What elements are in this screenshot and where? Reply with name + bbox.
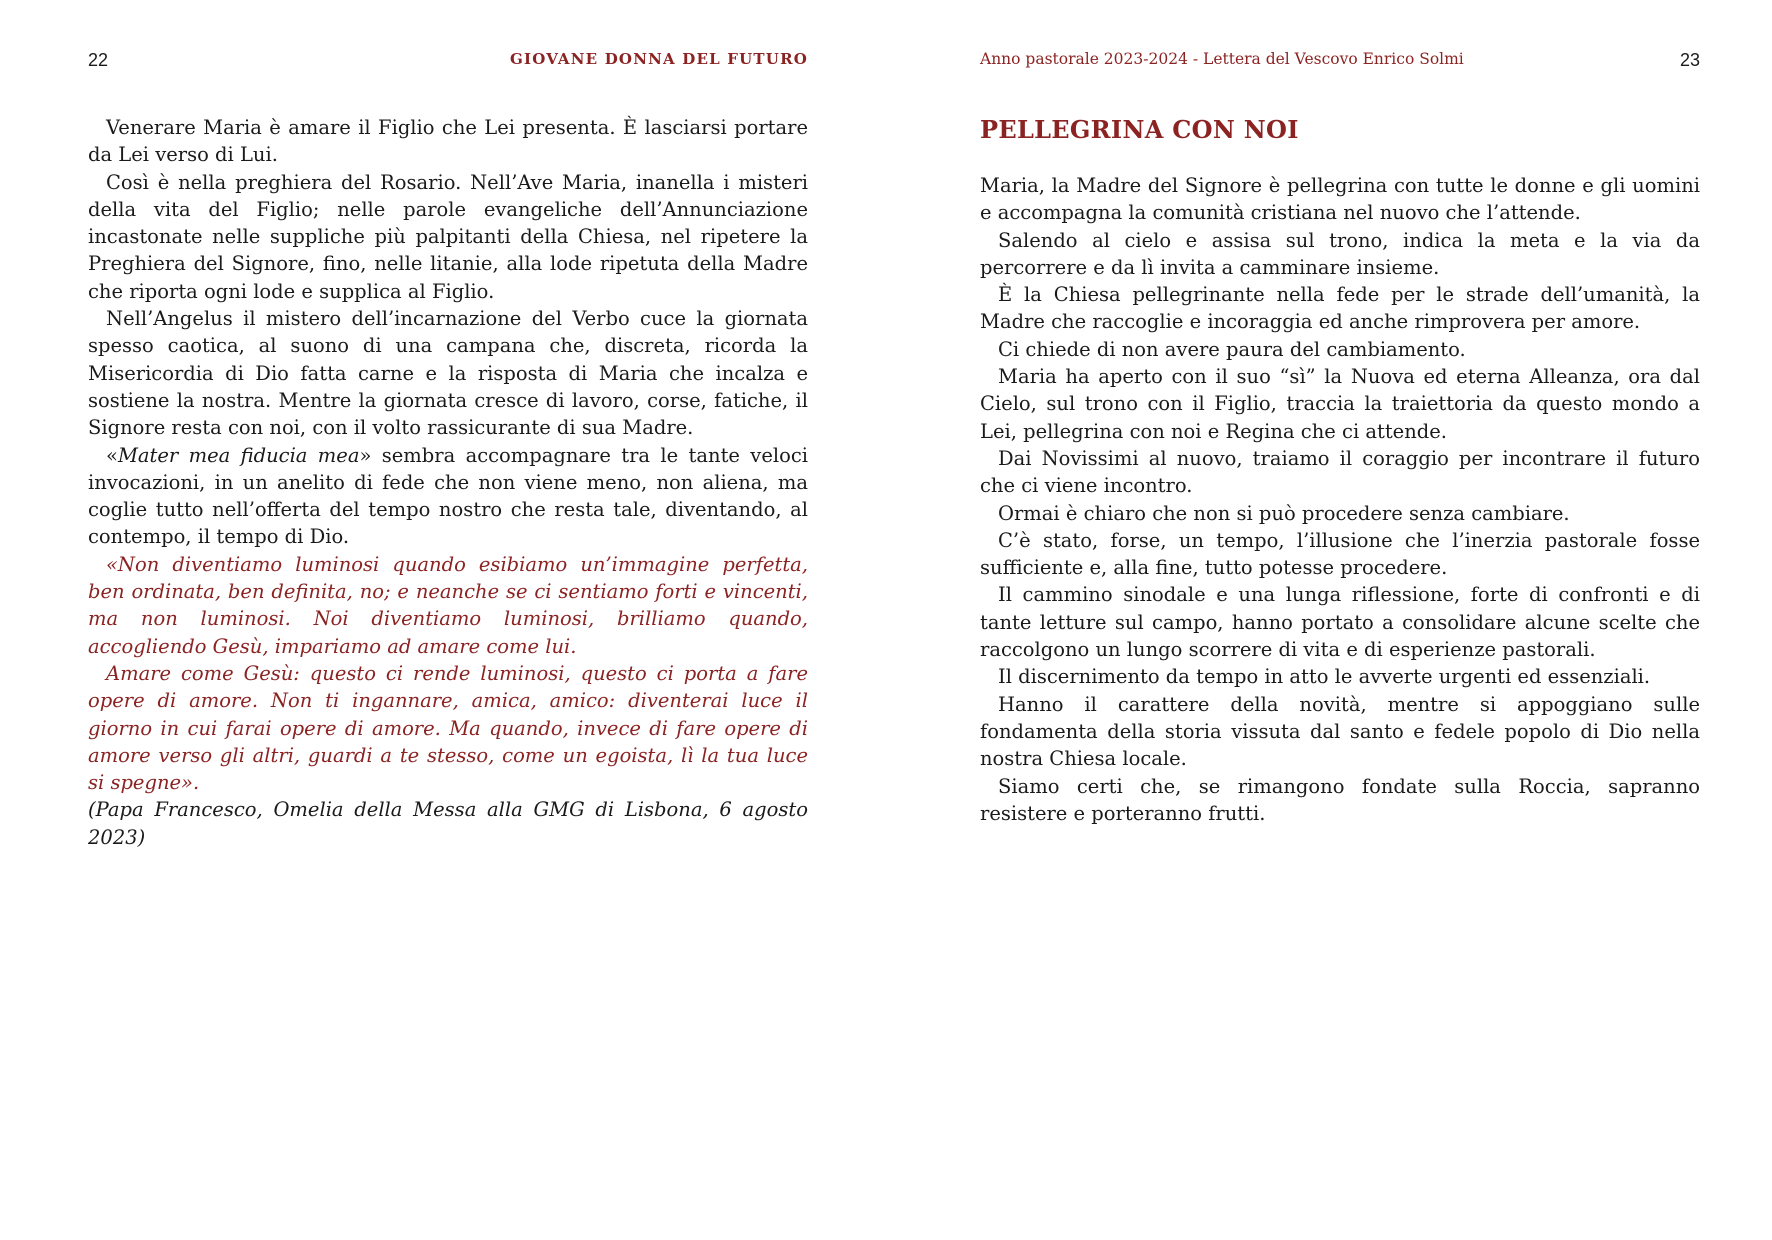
quote-paragraph: «Non diventiamo luminosi quando esibiamo un’immagine perfetta, ben ordinata, ben definita, no; e neanche se ci sentiamo forti e vincenti, ma non luminosi. Noi diventiamo luminosi, brilliamo quando, accogliendo Gesù, impariamo ad amare come lui. (88, 552, 808, 658)
left-header (88, 50, 808, 74)
left-page (88, 0, 808, 1240)
paragraph: Venerare Maria è amare il Figlio che Lei presenta. È lasciarsi portare da Lei verso di Lui. (88, 116, 808, 167)
paragraph: Ormai è chiaro che non si può procedere senza cambiare. (998, 501, 1570, 525)
paragraph: Nell’Angelus il mistero dell’incarnazione del Verbo cuce la giornata spesso caotica, al suono di una campana che, discreta, ricorda la Misericordia di Dio fatta carne e la risposta di Maria che incalza e sostiene la nostra. Mentre la giornata cresce di lavoro, corse, fatiche, il Signore resta con noi, con il volto rassicurante di sua Madre. (88, 307, 808, 440)
right-header (980, 50, 1700, 74)
left-body (88, 114, 808, 851)
paragraph: Maria ha aperto con il suo “sì” la Nuova ed eterna Alleanza, ora dal Cielo, sul trono con il Figlio, traccia la traiettoria da questo mondo a Lei, pellegrina con noi e Regina che ci attende. (980, 365, 1700, 443)
paragraph (88, 442, 808, 551)
page-number: 22 (88, 50, 109, 70)
page-number: 23 (1679, 50, 1700, 70)
right-body (980, 172, 1700, 827)
paragraph: Hanno il carattere della novità, mentre si appoggiano sulle fondamenta della storia vissuta dal santo e fedele popolo di Dio nella nostra Chiesa locale. (980, 692, 1700, 771)
paragraph: Il cammino sinodale e una lunga riflessione, forte di confronti e di tante letture sul campo, hanno portato a consolidare alcune scelte che raccolgono un lungo scorrere di vita e di esperienze pastorali. (980, 583, 1700, 662)
quote-mark: « (106, 443, 118, 467)
citation: (Papa Francesco, Omelia della Messa alla GMG di Lisbona, 6 agosto 2023) (88, 798, 808, 849)
running-head: Anno pastorale 2023-2024 - Lettera del Vescovo Enrico Solmi (980, 50, 1464, 68)
paragraph-text: » sembra accompagnare tra le tante veloci invocazioni, in un anelito di fede che non viene meno, non aliena, ma coglie tutto nell’offerta del tempo nostro che resta tale, diventando, al contempo, il tempo di Dio. (88, 443, 808, 549)
quote-paragraph: Amare come Gesù: questo ci rende luminosi, questo ci porta a fare opere di amore. Non ti ingannare, amica, amico: diventerai luce il giorno in cui farai opere di amore. Ma quando, invece di fare opere di amore verso gli altri, guardi a te stesso, come un egoista, lì la tua luce si spegne». (88, 661, 808, 795)
paragraph: È la Chiesa pellegrinante nella fede per le strade dell’umanità, la Madre che raccoglie e incoraggia ed anche rimprovera per amore. (980, 283, 1700, 334)
latin-phrase: Mater mea fiducia mea (117, 443, 360, 467)
paragraph: Ci chiede di non avere paura del cambiamento. (998, 337, 1466, 361)
chapter-title: PELLEGRINA CON NOI (980, 115, 1299, 144)
paragraph: Maria, la Madre del Signore è pellegrina con tutte le donne e gli uomini e accompagna la comunità cristiana nel nuovo che l’attende. (980, 174, 1700, 225)
running-head: GIOVANE DONNA DEL FUTURO (510, 50, 808, 68)
paragraph: Così è nella preghiera del Rosario. Nell’Ave Maria, inanella i misteri della vita del Figlio; nelle parole evangeliche dell’Annunciazione incastonate nelle suppliche più palpitanti della Chiesa, nel ripetere la Preghiera del Signore, fino, nelle litanie, alla lode ripetuta della Madre che riporta ogni lode e supplica al Figlio. (88, 170, 808, 303)
right-page (980, 0, 1700, 1240)
paragraph: Il discernimento da tempo in atto le avverte urgenti ed essenziali. (998, 665, 1651, 689)
paragraph: C’è stato, forse, un tempo, l’illusione che l’inerzia pastorale fosse sufficiente e, alla fine, tutto potesse procedere. (980, 528, 1700, 580)
paragraph: Dai Novissimi al nuovo, traiamo il coraggio per incontrare il futuro che ci viene incontro. (980, 446, 1700, 498)
paragraph: Siamo certi che, se rimangono fondate sulla Roccia, sapranno resistere e porteranno frutti. (980, 774, 1700, 825)
paragraph: Salendo al cielo e assisa sul trono, indica la meta e la via da percorrere e da lì invita a camminare insieme. (980, 228, 1700, 279)
